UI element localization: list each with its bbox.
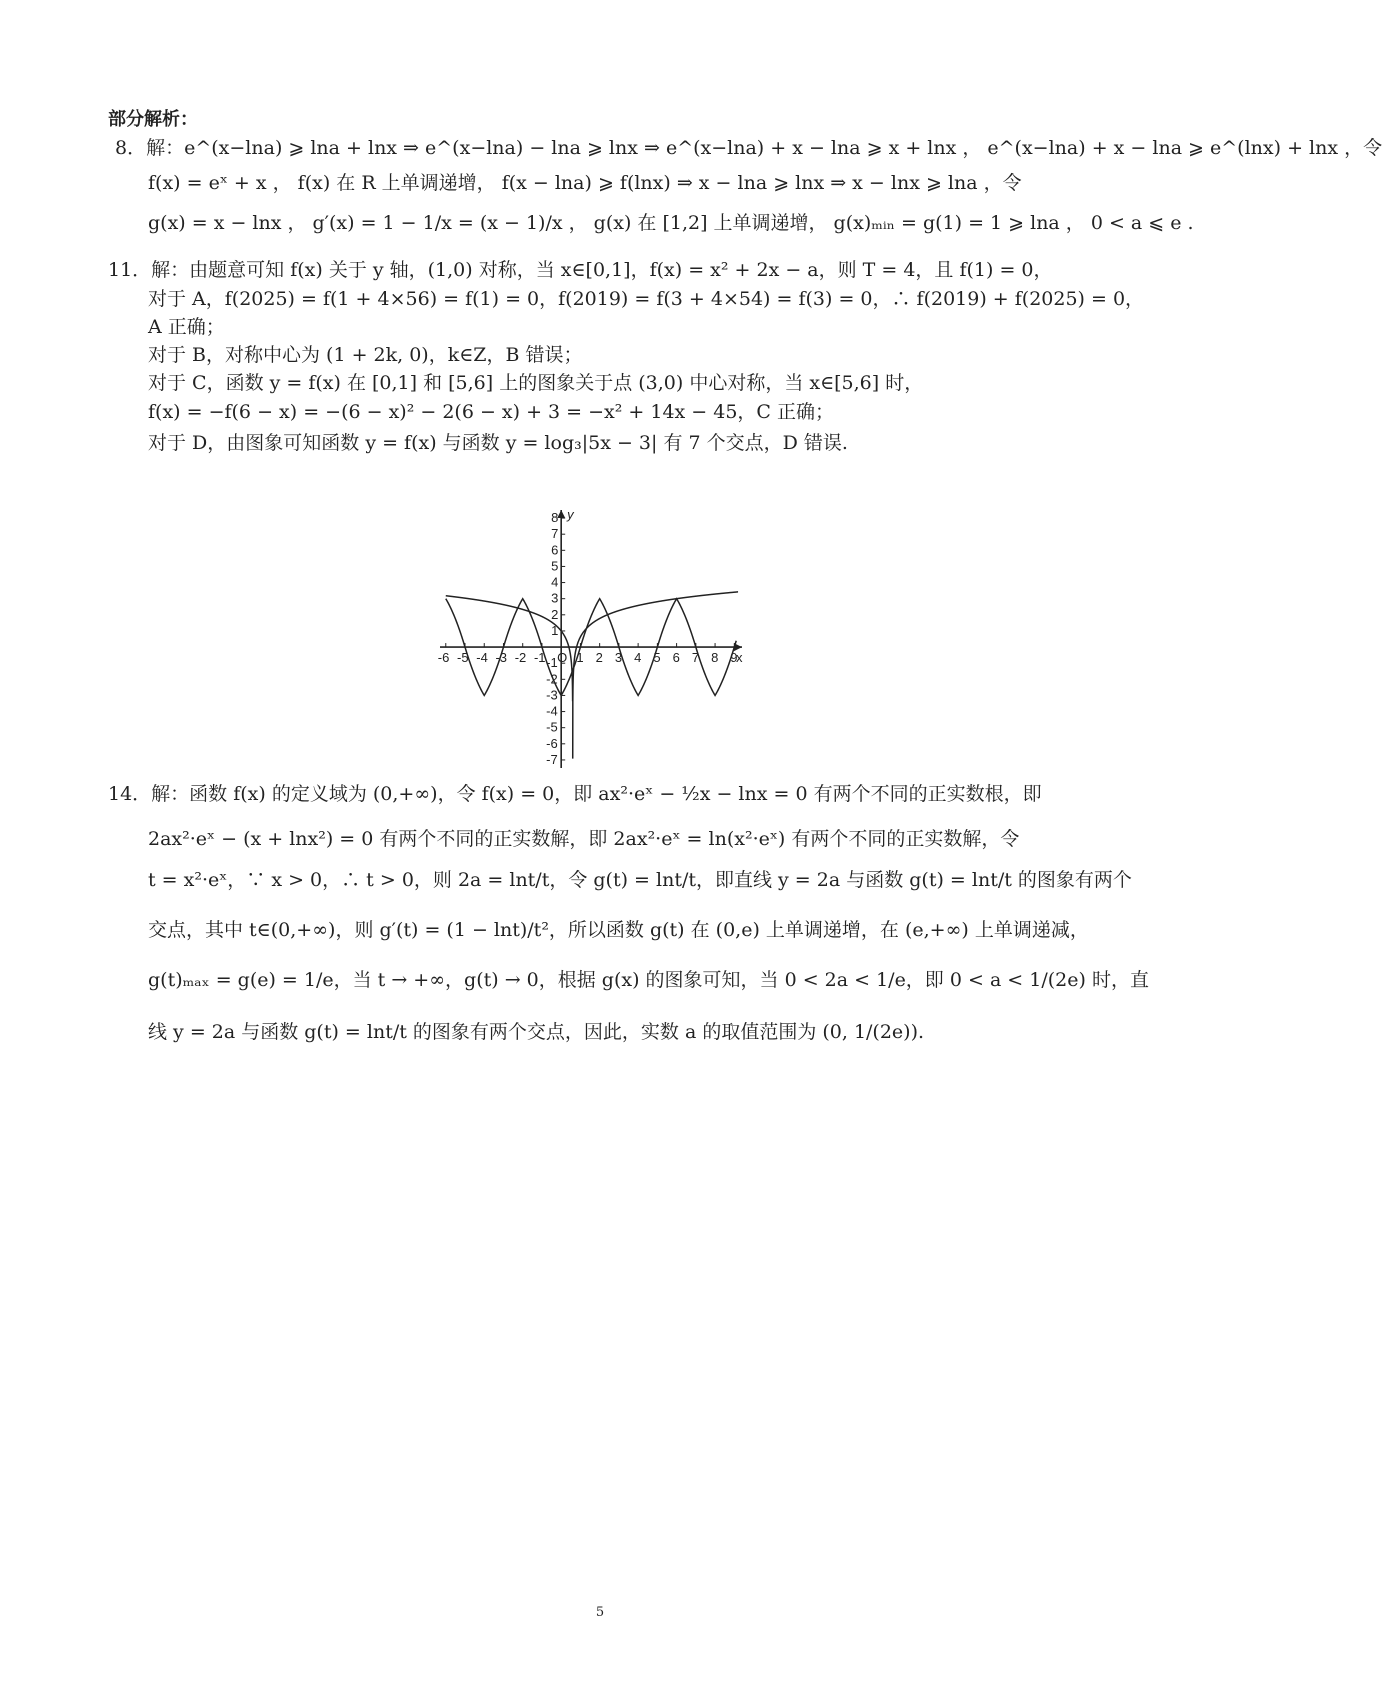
- x-tick-label: 5: [653, 650, 661, 666]
- x-tick-label: 8: [711, 650, 719, 666]
- q14-line-6: 线 y = 2a 与函数 g(t) = lnt/t 的图象有两个交点，因此，实数 a 的取值范围为 (0, 1/(2e)).: [148, 1021, 925, 1043]
- y-tick-label: -2: [546, 671, 558, 687]
- section-heading: 部分解析：: [108, 109, 198, 130]
- y-tick-label: -6: [546, 735, 558, 751]
- x-axis-label: x: [736, 650, 743, 666]
- y-axis-label: y: [567, 507, 574, 522]
- q11-line-6: f(x) = −f(6 − x) = −(6 − x)² − 2(6 − x) + 3 = −x² + 14x − 45，C 正确；: [148, 401, 835, 423]
- q14-line-1: 14．解：函数 f(x) 的定义域为 (0,+∞)，令 f(x) = 0，即 ax²·eˣ − ½x − lnx = 0 有两个不同的正实数根，即: [108, 783, 1042, 805]
- page-number: 5: [595, 1605, 605, 1620]
- y-tick-label: 5: [551, 558, 559, 574]
- x-tick-label: 3: [614, 650, 623, 666]
- y-tick-label: 6: [551, 542, 559, 558]
- q11-line-2: 对于 A，f(2025) = f(1 + 4×56) = f(1) = 0，f(2019) = f(3 + 4×54) = f(3) = 0，∴ f(2019) + f(2025) = 0，: [148, 288, 1145, 310]
- x-tick-label: 6: [672, 650, 680, 666]
- y-tick-label: 8: [551, 510, 559, 526]
- q8-line-2: f(x) = eˣ + x ， f(x) 在 R 上单调递增， f(x − lna) ⩾ f(lnx) ⇒ x − lna ⩾ lnx ⇒ x − lnx ⩾ lna ，令: [148, 172, 1022, 194]
- q14-line-4: 交点，其中 t∈(0,+∞)，则 g′(t) = (1 − lnt)/t²，所以函数 g(t) 在 (0,e) 上单调递增，在 (e,+∞) 上单调递减，: [148, 919, 1089, 941]
- x-tick-label: -5: [457, 650, 469, 666]
- q14-line-3: t = x²·eˣ，∵ x > 0，∴ t > 0，则 2a = lnt/t，令 g(t) = lnt/t，即直线 y = 2a 与函数 g(t) = lnt/t 的图象有两个: [148, 869, 1132, 891]
- q11-line-1: 11．解：由题意可知 f(x) 关于 y 轴，(1,0) 对称，当 x∈[0,1]，f(x) = x² + 2x − a，则 T = 4，且 f(1) = 0，: [108, 259, 1053, 281]
- q14-line-5: g(t)ₘₐₓ = g(e) = 1/e，当 t → +∞，g(t) → 0，根据 g(x) 的图象可知，当 0 < 2a < 1/e，即 0 < a < 1/(2e) 时，直: [148, 969, 1149, 991]
- q11-line-7: 对于 D，由图象可知函数 y = f(x) 与函数 y = log₃|5x − 3| 有 7 个交点，D 错误.: [148, 432, 848, 454]
- x-tick-label: 7: [691, 650, 700, 666]
- q11-line-3: A 正确；: [148, 316, 225, 338]
- y-tick-label: -7: [546, 751, 558, 767]
- x-tick-label: 2: [595, 650, 603, 666]
- x-tick-label: -6: [437, 650, 450, 666]
- x-tick-label: -1: [533, 650, 546, 666]
- y-tick-label: 1: [551, 622, 559, 638]
- x-tick-label: 9: [730, 650, 738, 666]
- q11-line-5: 对于 C，函数 y = f(x) 在 [0,1] 和 [5,6] 上的图象关于点 (3,0) 中心对称，当 x∈[5,6] 时，: [148, 372, 924, 394]
- x-tick-label: -3: [495, 650, 508, 666]
- x-tick-label: 1: [576, 650, 584, 666]
- x-tick-label: 4: [634, 650, 642, 666]
- x-tick-label: O: [557, 650, 568, 666]
- y-tick-label: 3: [551, 590, 559, 606]
- q8-line-1: 8．解：e^(x−lna) ⩾ lna + lnx ⇒ e^(x−lna) − lna ⩾ lnx ⇒ e^(x−lna) + x − lna ⩾ x + lnx ， e^(x−lna) + x − lna ⩾ e^(lnx) + lnx ，令: [115, 137, 1382, 159]
- q14-line-2: 2ax²·eˣ − (x + lnx²) = 0 有两个不同的正实数解，即 2ax²·eˣ = ln(x²·eˣ) 有两个不同的正实数解，令: [148, 828, 1020, 850]
- y-tick-label: 4: [551, 574, 559, 590]
- y-tick-label: 7: [551, 526, 559, 542]
- y-tick-label: -1: [546, 655, 558, 671]
- y-tick-label: -3: [546, 687, 558, 703]
- y-tick-label: -4: [546, 703, 558, 719]
- q11-line-4: 对于 B，对称中心为 (1 + 2k, 0)，k∈Z，B 错误；: [148, 344, 583, 366]
- y-tick-label: -5: [546, 719, 558, 735]
- y-tick-label: 2: [551, 606, 559, 622]
- curve-log-right: [573, 592, 738, 759]
- q8-line-3: g(x) = x − lnx ， g′(x) = 1 − 1/x = (x − 1)/x ， g(x) 在 [1,2] 上单调递增， g(x)ₘᵢₙ = g(1) = 1 ⩾ lna ， 0 < a ⩽ e .: [148, 212, 1194, 234]
- x-tick-label: -2: [514, 650, 527, 666]
- function-graph: [437, 504, 760, 774]
- x-tick-label: -4: [476, 650, 488, 666]
